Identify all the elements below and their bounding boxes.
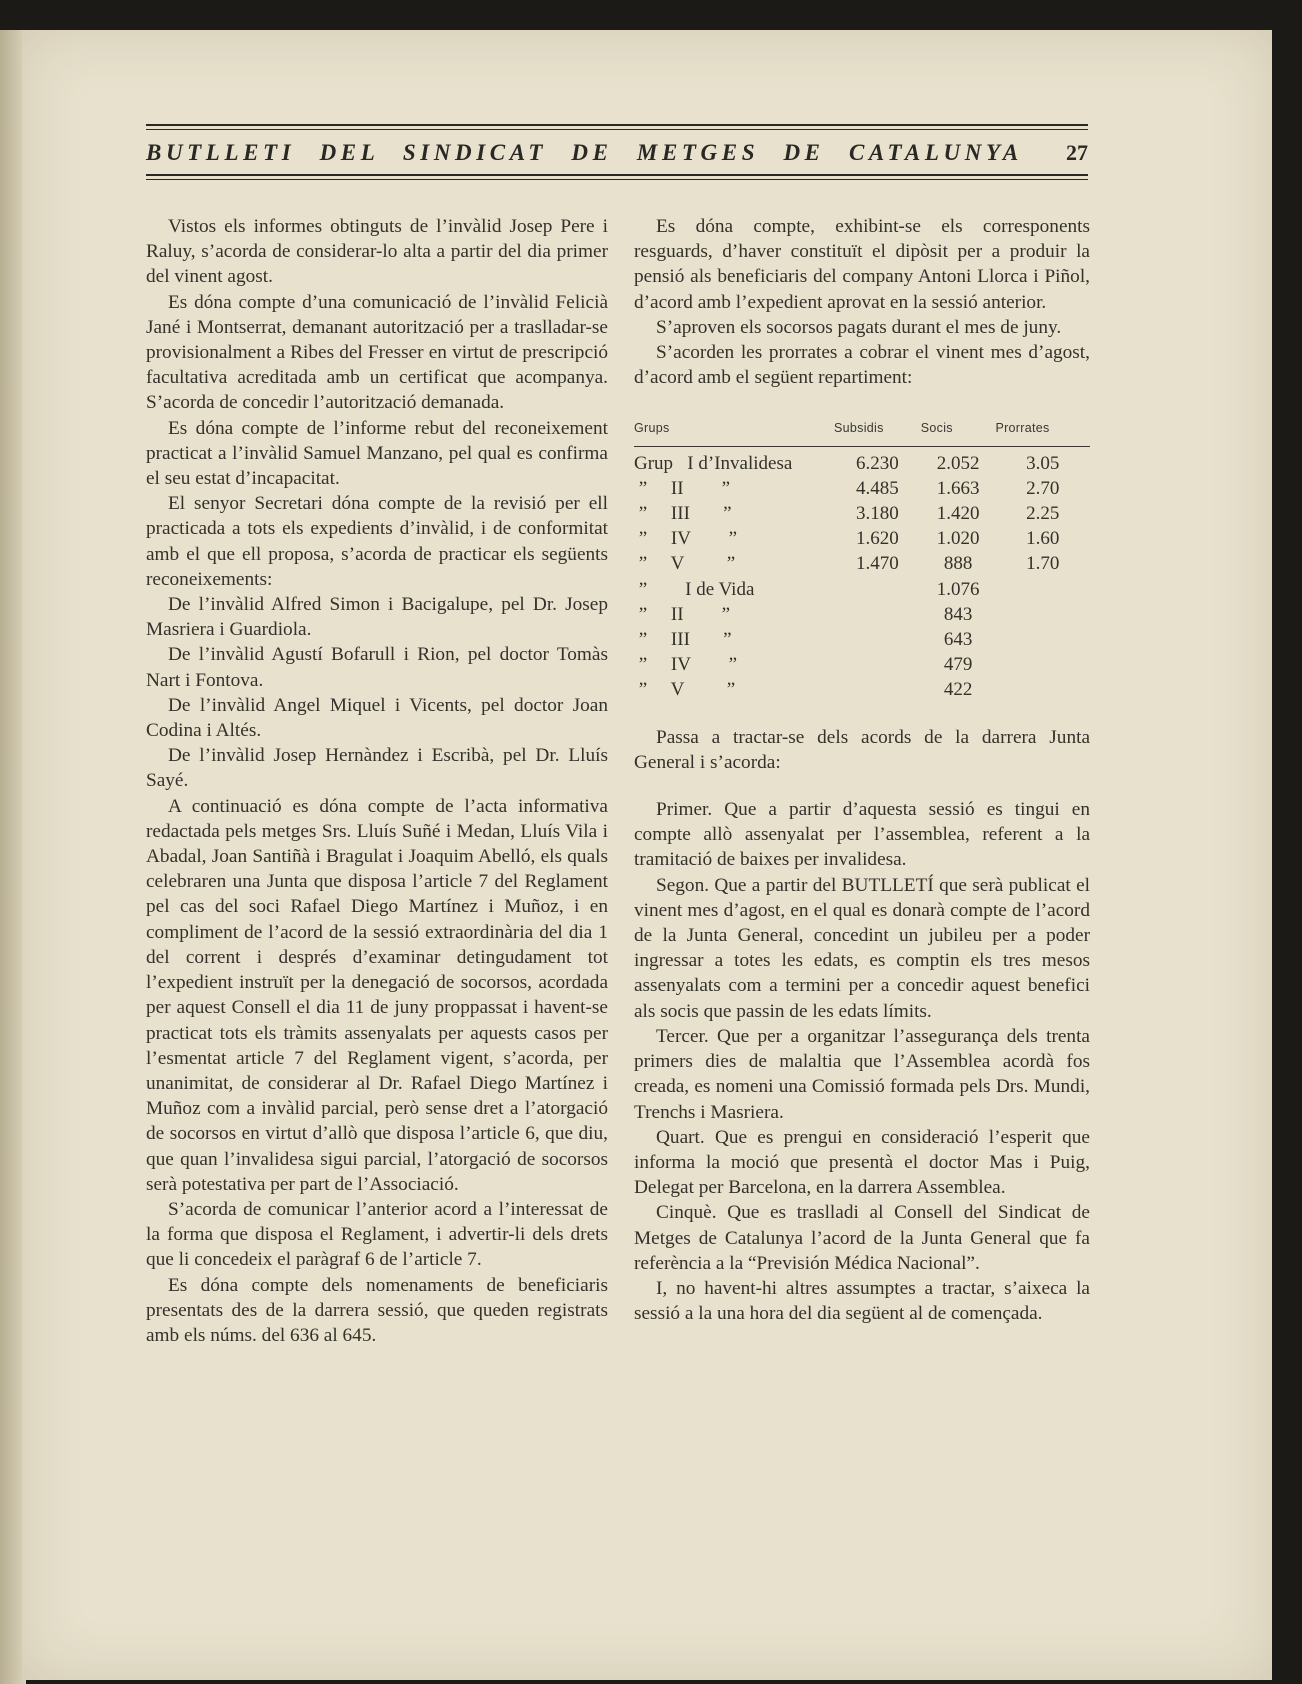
group-cell: ” III ”	[634, 629, 732, 651]
subsidis-cell	[834, 677, 921, 702]
paragraph: I, no havent-hi altres assumptes a tractar, s’aixeca la sessió a la una hora del dia següent al de començada.	[634, 1277, 1090, 1325]
column-header: Prorrates	[995, 416, 1090, 446]
page-number: 27	[1066, 140, 1088, 165]
table-row	[634, 627, 1090, 652]
table-row	[634, 677, 1090, 702]
subsidis-cell: 1.620	[856, 528, 899, 550]
group-cell: ” IV ”	[634, 528, 738, 550]
paragraph: Quart. Que es prengui en consideració l’esperit que informa la moció que presentà el doctor Mas i Puig, Delegat per Barcelona, en la darrera Assemblea.	[634, 1126, 1090, 1199]
header-rule-top	[146, 124, 1088, 126]
socis-cell: 888	[943, 553, 973, 575]
paragraph: S’acorden les prorrates a cobrar el vinent mes d’agost, d’acord amb el següent repartiment:	[634, 342, 1090, 389]
prorrates-cell: 2.70	[1026, 477, 1060, 499]
socis-cell: 1.020	[936, 528, 980, 550]
header-rule-bottom-thin	[146, 179, 1088, 180]
subsidis-cell	[834, 602, 921, 627]
prorrates-cell: 1.70	[1026, 553, 1060, 575]
left-column	[146, 214, 608, 1348]
prorrates-cell: 1.60	[1026, 528, 1060, 550]
table-row	[634, 551, 1090, 576]
subsidis-cell	[834, 652, 921, 677]
group-cell: ” III ”	[634, 503, 732, 525]
paragraph: Vistos els informes obtinguts de l’invàlid Josep Pere i Raluy, s’acorda de considerar-lo alta a partir del dia primer del vinent agost.	[146, 216, 608, 288]
subsidis-cell	[834, 577, 921, 602]
prorrates-cell	[995, 677, 1090, 702]
table-row	[634, 526, 1090, 551]
socis-cell: 422	[943, 679, 973, 701]
paragraph: De l’invàlid Josep Hernàndez i Escribà, pel Dr. Lluís Sayé.	[146, 745, 608, 792]
column-header: Subsidis	[834, 416, 921, 446]
paragraph: De l’invàlid Alfred Simon i Bacigalupe, pel Dr. Josep Masriera i Guardiola.	[146, 594, 608, 641]
table-body	[634, 446, 1090, 703]
paragraph: A continuació es dóna compte de l’acta informativa redactada pels metges Srs. Lluís Suñé i Medan, Lluís Vila i Abadal, Joan Santiñà i Bragulat i Joaquim Abelló, els quals celebraren una Junta que disposa l’article 7 del Reglament pel cas del soci Rafael Diego Martínez i Muñoz, i en compliment de l’acord de la sessió extraordinària del dia 1 del corrent i després d’examinar detingudament tot l’expedient instruït per la denegació de socorsos, acordada per aquest Consell el dia 11 de juny proppassat i havent-se practicat tots els tràmits assenyalats per aquests casos per l’esmentat article 7 del Reglament vigent, s’acorda, per unanimitat, de considerar al Dr. Rafael Diego Martínez i Muñoz com a invàlid parcial, però sense dret a l’atorgació de socorsos en virtut d’allò que disposa l’article 6, que diu, que quan l’invalidesa sigui parcial, l’atorgació de socorsos serà potestativa per part de l’Associació.	[146, 795, 608, 1195]
table-row	[634, 501, 1090, 526]
paragraph: De l’invàlid Angel Miquel i Vicents, pel doctor Joan Codina i Altés.	[146, 694, 608, 742]
socis-cell: 1.420	[936, 503, 980, 525]
socis-cell: 1.663	[936, 477, 980, 499]
socis-cell: 1.076	[936, 578, 980, 600]
paragraph: S’acorda de comunicar l’anterior acord a l’interessat de la forma que disposa el Reglament, i advertir-li dels drets que li concedeix el paràgraf 6 de l’article 7.	[146, 1198, 608, 1271]
prorrates-cell	[995, 627, 1090, 652]
subsidis-cell	[834, 627, 921, 652]
header-rule-bottom	[146, 174, 1088, 176]
table-row	[634, 577, 1090, 602]
subsidis-cell: 4.485	[856, 477, 899, 499]
prorrates-cell	[995, 602, 1090, 627]
subsidis-cell: 3.180	[856, 503, 899, 525]
socis-cell: 479	[943, 654, 973, 676]
subsidis-cell: 1.470	[856, 553, 899, 575]
socis-cell: 843	[943, 603, 973, 625]
paragraph: Passa a tractar-se dels acords de la darrera Junta General i s’acorda:	[634, 726, 1090, 773]
prorrates-cell	[995, 577, 1090, 602]
paragraph: De l’invàlid Agustí Bofarull i Rion, pel doctor Tomàs Nart i Fontova.	[146, 644, 608, 691]
paragraph: Tercer. Que per a organitzar l’assegurança dels trenta primers dies de malaltia que l’Assemblea acordà fos creada, es nomeni una Comissió formada pels Drs. Mundi, Trenchs i Masriera.	[634, 1025, 1090, 1123]
prorrates-cell: 3.05	[1026, 452, 1060, 474]
table-row	[634, 476, 1090, 501]
column-header: Socis	[921, 416, 996, 446]
paragraph: Segon. Que a partir del BUTLLETÍ que serà publicat el vinent mes d’agost, en el qual es donarà compte de l’acord de la Junta General, concedint un jubileu per a poder ingressar a totes les edats, es comptin els tres mesos assenyalats com a termini per a concedir aquest benefici als socis que passin de les edats límits.	[634, 874, 1090, 1022]
prorrates-cell: 2.25	[1026, 503, 1060, 525]
paragraph: Es dóna compte dels nomenaments de beneficiaris presentats des de la darrera sessió, que queden registrats amb els núms. del 636 al 645.	[146, 1274, 608, 1346]
group-cell: ” II ”	[634, 603, 731, 625]
paragraph: S’aproven els socorsos pagats durant el mes de juny.	[656, 316, 1062, 338]
prorrates-table	[634, 416, 1090, 702]
prorrates-cell	[995, 652, 1090, 677]
group-cell: ” V ”	[634, 679, 736, 701]
table-row	[634, 652, 1090, 677]
socis-cell: 2.052	[936, 452, 980, 474]
group-cell: ” IV ”	[634, 654, 738, 676]
subsidis-cell: 6.230	[856, 452, 899, 474]
paragraph: Cinquè. Que es traslladi al Consell del Sindicat de Metges de Catalunya l’acord de la Junta General que fa referència a la “Previsión Médica Nacional”.	[634, 1202, 1090, 1274]
paragraph: Primer. Que a partir d’aquesta sessió es tingui en compte allò assenyalat per l’assemblea, referent a la tramitació de baixes per invalidesa.	[634, 799, 1090, 871]
table-row	[634, 602, 1090, 627]
paragraph: Es dóna compte d’una comunicació de l’invàlid Felicià Jané i Montserrat, demanant autorització per a traslladar-se provisionalment a Ribes del Fresser en virtut de prescripció facultativa acreditada amb un certificat que acompanya. S’acorda de concedir l’autorització demanada.	[146, 291, 608, 414]
group-cell: Grup I d’Invalidesa	[634, 452, 793, 474]
group-cell: ” V ”	[634, 553, 736, 575]
socis-cell: 643	[943, 629, 973, 651]
column-header: Grups	[634, 416, 834, 446]
paragraph: Es dóna compte, exhibint-se els corresponents resguards, d’haver constituït el dipòsit per a produir la pensió als beneficiaris del company Antoni Llorca i Piñol, d’acord amb l’expedient aprovat en la sessió anterior.	[634, 216, 1090, 313]
right-column	[634, 214, 1090, 1326]
running-header	[146, 124, 1088, 180]
prorrates-table-wrap	[634, 416, 1090, 702]
table-row	[634, 446, 1090, 476]
paragraph: Es dóna compte de l’informe rebut del reconeixement practicat a l’invàlid Samuel Manzano, pel qual es confirma el seu estat d’incapacitat.	[146, 417, 608, 490]
journal-title: BUTLLETI DEL SINDICAT DE METGES DE CATALUNYA	[146, 140, 1023, 165]
paragraph: El senyor Secretari dóna compte de la revisió per ell practicada a tots els expedients d’invàlid, i de conformitat amb el que ell proposa, s’acorda de practicar els següents reconeixements:	[146, 493, 608, 590]
table-header-row	[634, 416, 1090, 446]
group-cell: ” II ”	[634, 477, 731, 499]
group-cell: ” I de Vida	[634, 578, 755, 600]
